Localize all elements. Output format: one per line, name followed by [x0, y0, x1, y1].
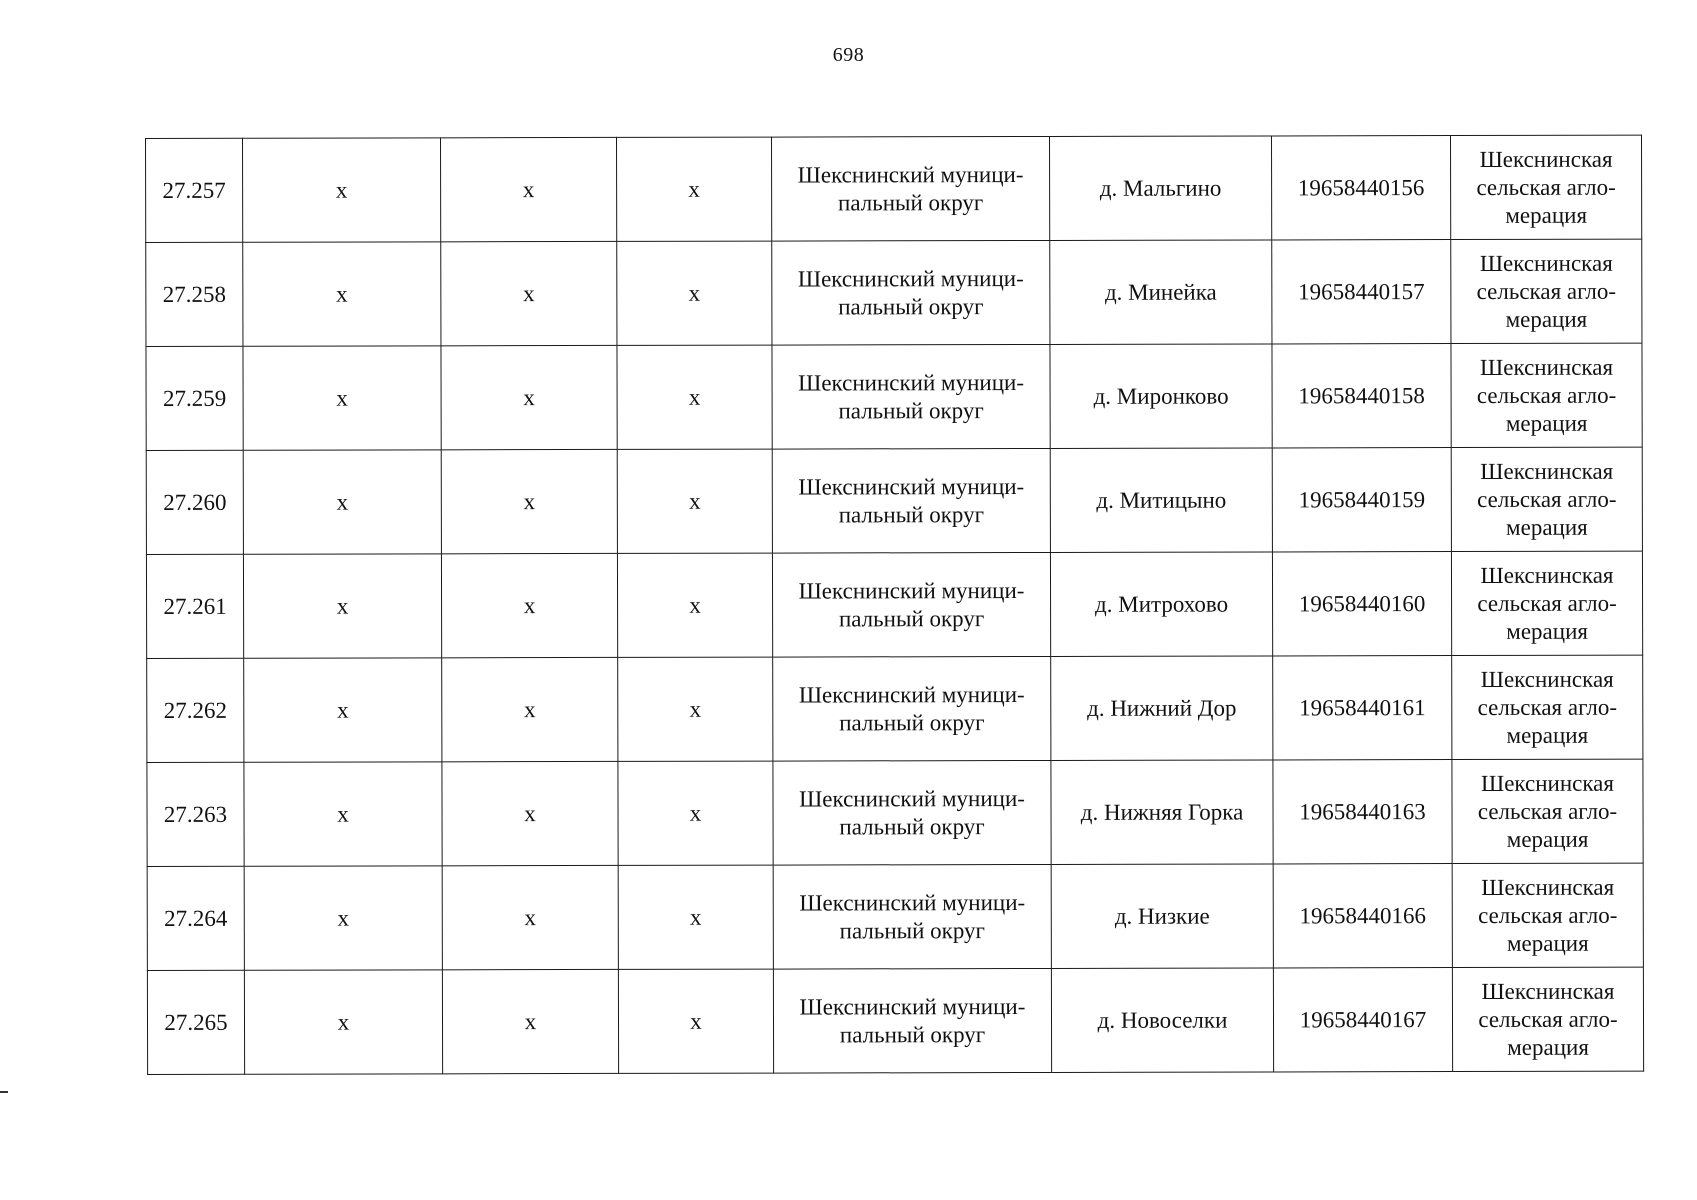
- code-cell: 19658440159: [1272, 448, 1451, 552]
- table-row: [146, 551, 1642, 658]
- column-4-cell: x: [617, 449, 772, 553]
- settlement-cell: д. Митицыно: [1050, 448, 1272, 553]
- agglomeration-line: мерация: [1507, 1034, 1589, 1060]
- row-number-cell: 27.264: [147, 866, 244, 970]
- column-2-cell: x: [243, 346, 441, 450]
- settlement-cell: д. Новоселки: [1051, 968, 1273, 1073]
- row-number-cell: 27.259: [146, 346, 243, 450]
- settlement-cell: д. Минейка: [1050, 240, 1272, 345]
- district-line: пальный округ: [839, 917, 985, 943]
- column-4-cell: x: [618, 761, 773, 865]
- row-number-cell: 27.265: [147, 970, 244, 1074]
- agglomeration-line: сельская агло-: [1477, 798, 1618, 824]
- agglomeration-cell: [1451, 551, 1642, 655]
- district-line: Шекснинский муници-: [798, 681, 1025, 708]
- agglomeration-cell: [1450, 135, 1641, 239]
- table-row: [146, 343, 1642, 450]
- column-2-cell: x: [244, 866, 442, 970]
- agglomeration-cell: [1452, 759, 1643, 863]
- code-cell: 19658440156: [1271, 136, 1450, 240]
- column-3-cell: x: [441, 241, 617, 345]
- code-cell: 19658440161: [1273, 656, 1452, 760]
- agglomeration-line: Шекснинская: [1481, 874, 1615, 900]
- district-line: Шекснинский муници-: [797, 265, 1024, 292]
- district-line: пальный округ: [839, 813, 985, 839]
- page-number: 698: [832, 44, 865, 66]
- column-3-cell: x: [441, 553, 617, 657]
- agglomeration-line: сельская агло-: [1477, 590, 1617, 616]
- code-cell: 19658440167: [1273, 968, 1452, 1072]
- agglomeration-line: Шекснинская: [1481, 978, 1615, 1004]
- row-number-cell: 27.257: [146, 138, 243, 242]
- column-2-cell: x: [244, 970, 442, 1074]
- table-row: [147, 967, 1643, 1074]
- row-number-cell: 27.258: [146, 242, 243, 346]
- district-cell: [771, 136, 1049, 241]
- margin-mark: [0, 1091, 8, 1093]
- row-number-cell: 27.261: [146, 554, 243, 658]
- column-3-cell: x: [441, 449, 617, 553]
- code-cell: 19658440158: [1272, 344, 1451, 448]
- district-cell: [772, 552, 1050, 657]
- agglomeration-cell: [1451, 343, 1642, 447]
- code-cell: 19658440163: [1273, 760, 1452, 864]
- table-body: [146, 135, 1644, 1074]
- column-4-cell: x: [617, 553, 772, 657]
- agglomeration-line: мерация: [1506, 618, 1588, 644]
- settlement-cell: д. Миронково: [1050, 344, 1272, 449]
- column-3-cell: x: [442, 657, 618, 761]
- agglomeration-cell: [1451, 239, 1642, 343]
- settlements-table: [145, 135, 1644, 1075]
- district-line: пальный округ: [838, 501, 985, 527]
- district-line: пальный округ: [839, 1021, 986, 1047]
- row-number-cell: 27.260: [146, 450, 243, 554]
- column-4-cell: x: [617, 345, 772, 449]
- agglomeration-line: сельская агло-: [1477, 694, 1617, 720]
- column-2-cell: x: [244, 762, 442, 866]
- column-2-cell: x: [243, 554, 441, 658]
- agglomeration-line: мерация: [1506, 826, 1589, 852]
- settlement-cell: д. Нижняя Горка: [1051, 760, 1273, 865]
- agglomeration-cell: [1451, 447, 1642, 551]
- district-cell: [772, 240, 1050, 345]
- agglomeration-line: мерация: [1505, 410, 1588, 436]
- agglomeration-line: сельская агло-: [1477, 486, 1617, 512]
- district-cell: [773, 656, 1051, 761]
- district-line: пальный округ: [838, 397, 984, 423]
- agglomeration-line: сельская агло-: [1478, 902, 1618, 928]
- column-2-cell: x: [243, 242, 441, 346]
- district-line: Шекснинский муници-: [798, 473, 1025, 500]
- column-4-cell: x: [618, 865, 773, 969]
- agglomeration-line: мерация: [1506, 722, 1589, 748]
- district-cell: [773, 760, 1051, 865]
- district-cell: [773, 968, 1051, 1073]
- table-row: [147, 863, 1643, 970]
- column-2-cell: x: [244, 658, 442, 762]
- agglomeration-line: сельская агло-: [1476, 174, 1616, 200]
- column-3-cell: x: [441, 345, 617, 449]
- district-line: Шекснинский муници-: [797, 161, 1024, 188]
- agglomeration-line: Шекснинская: [1479, 250, 1613, 276]
- settlement-cell: д. Мальгино: [1049, 136, 1271, 241]
- column-2-cell: x: [243, 450, 441, 554]
- agglomeration-line: сельская агло-: [1476, 278, 1617, 304]
- agglomeration-line: мерация: [1506, 930, 1589, 956]
- column-4-cell: x: [618, 969, 773, 1073]
- agglomeration-line: мерация: [1506, 514, 1588, 540]
- district-cell: [772, 448, 1050, 553]
- column-3-cell: x: [442, 865, 618, 969]
- agglomeration-line: Шекснинская: [1480, 458, 1614, 484]
- settlement-cell: д. Митрохово: [1050, 552, 1272, 657]
- table-row: [147, 759, 1643, 866]
- agglomeration-cell: [1452, 967, 1643, 1071]
- column-3-cell: x: [442, 969, 618, 1073]
- district-line: Шекснинский муници-: [798, 577, 1025, 604]
- code-cell: 19658440157: [1272, 240, 1451, 344]
- district-line: Шекснинский муници-: [799, 785, 1025, 812]
- district-line: пальный округ: [837, 189, 984, 215]
- agglomeration-line: Шекснинская: [1480, 770, 1614, 796]
- column-4-cell: x: [618, 657, 773, 761]
- district-line: Шекснинский муници-: [798, 369, 1025, 396]
- settlement-cell: д. Нижний Дор: [1051, 656, 1273, 761]
- table-row: [147, 655, 1643, 762]
- agglomeration-line: Шекснинская: [1480, 666, 1614, 692]
- district-line: пальный округ: [838, 605, 985, 631]
- district-cell: [773, 864, 1051, 969]
- column-4-cell: x: [617, 241, 772, 345]
- row-number-cell: 27.263: [147, 762, 244, 866]
- code-cell: 19658440160: [1272, 552, 1451, 656]
- agglomeration-line: сельская агло-: [1476, 382, 1617, 408]
- table-row: [146, 447, 1642, 554]
- agglomeration-line: мерация: [1505, 306, 1588, 332]
- district-line: пальный округ: [839, 709, 985, 735]
- settlement-cell: д. Низкие: [1051, 864, 1273, 969]
- agglomeration-line: Шекснинская: [1480, 562, 1614, 588]
- agglomeration-cell: [1452, 863, 1643, 967]
- column-2-cell: x: [243, 138, 441, 242]
- agglomeration-line: мерация: [1505, 202, 1588, 228]
- agglomeration-line: Шекснинская: [1480, 354, 1614, 380]
- agglomeration-line: сельская агло-: [1478, 1006, 1618, 1032]
- code-cell: 19658440166: [1273, 864, 1452, 968]
- district-line: Шекснинский муници-: [799, 889, 1026, 916]
- district-cell: [772, 344, 1050, 449]
- district-line: пальный округ: [838, 293, 984, 319]
- district-line: Шекснинский муници-: [799, 993, 1026, 1020]
- table-row: [146, 135, 1642, 242]
- agglomeration-line: Шекснинская: [1479, 146, 1613, 172]
- column-4-cell: x: [616, 137, 771, 241]
- row-number-cell: 27.262: [147, 658, 244, 762]
- column-3-cell: x: [441, 137, 617, 241]
- column-3-cell: x: [442, 761, 618, 865]
- agglomeration-cell: [1452, 655, 1643, 759]
- table-row: [146, 239, 1642, 346]
